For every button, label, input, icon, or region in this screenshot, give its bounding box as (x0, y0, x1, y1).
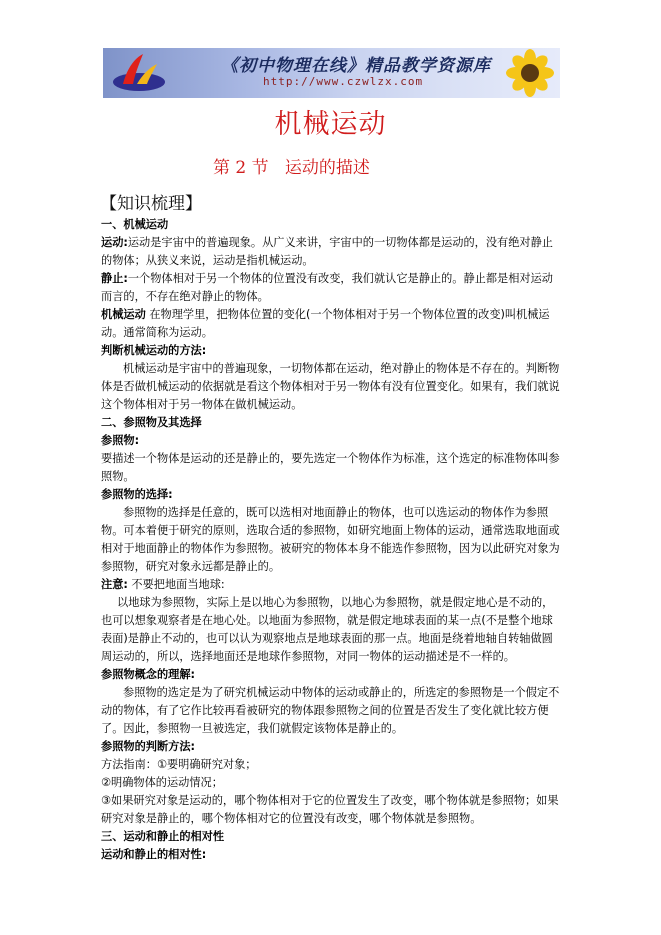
header-banner (103, 48, 560, 98)
paragraph-reference: 要描述一个物体是运动的还是静止的，要先选定一个物体作为标准，这个选定的标准物体叫参照物。 (101, 452, 560, 483)
paragraph-earth: 以地球为参照物，实际上是以地心为参照物，以地心为参照物，就是假定地心是不动的，也可以想象观察者是在地心处。以地面为参照物，就是假定地球表面的某一点(不是整个地球表面)是静止不动的，也可以认为观察地点是地球表面的那一点。地面是绕着地轴自转轴做圆周运动的，所以，选择地面还是地球作参照物，对同一物体的运动描述是不一样的。 (101, 596, 554, 663)
section-title: 第 2 节 运动的描述 (213, 158, 370, 178)
paragraph-method-1: 方法指南：①要明确研究对象； (101, 758, 257, 771)
heading-reference: 二、参照物及其选择 (101, 416, 202, 429)
banner-title: 《初中物理在线》精品教学资源库 (221, 56, 491, 76)
paragraph-concept: 参照物的选定是为了研究机械运动中物体的运动或静止的，所选定的参照物是一个假定不动的物体，有了它作比较再看被研究的物体跟参照物之间的位置是否发生了变化就比较方便了。因此，参照物一旦被选定，我们就假定该物体是静止的。 (101, 686, 560, 735)
text-motion: 运动是宇宙中的普遍现象。从广义来讲，宇宙中的一切物体都是运动的，没有绝对静止的物体；从狭义来说，运动是指机械运动。 (101, 236, 553, 267)
paragraph-choice: 参照物的选择是任意的，既可以选相对地面静止的物体，也可以选运动的物体作为参照物。可本着便于研究的原则，选取合适的参照物，如研究地面上物体的运动，通常选取地面或相对于地面静止的物体作为参照物。被研究的物体本身不能选作参照物，因为以此研究对象为参照物，研究对象永远都是静止的。 (101, 506, 560, 573)
term-static: 静止: (101, 272, 128, 285)
heading-concept: 参照物概念的理解: (101, 668, 195, 681)
paragraph-motion (101, 234, 563, 270)
paragraph-judge: 机械运动是宇宙中的普遍现象，一切物体都在运动，绝对静止的物体是不存在的。判断物体是否做机械运动的依据就是看这个物体相对于另一物体有没有位置变化。如果有，我们就说这个物体相对于另一物体在做机械运动。 (101, 362, 560, 411)
heading-reference-object: 参照物: (101, 434, 140, 447)
heading-method: 参照物的判断方法: (101, 740, 195, 753)
paragraph-note (101, 576, 563, 594)
sunflower-icon (490, 49, 554, 97)
text-note: 不要把地面当地球: (131, 578, 225, 591)
heading-judge-method: 判断机械运动的方法: (101, 344, 207, 357)
paragraph-mechanical (101, 306, 563, 342)
term-note: 注意: (101, 578, 128, 591)
heading-relativity-sub: 运动和静止的相对性: (101, 848, 207, 861)
heading-choice: 参照物的选择: (101, 488, 173, 501)
paragraph-static (101, 270, 563, 306)
logo-icon (109, 50, 167, 96)
heading-relativity: 三、运动和静止的相对性 (101, 830, 225, 843)
text-mechanical: 在物理学里，把物体位置的变化(一个物体相对于另一个物体位置的改变)叫机械运动。通常简称为运动。 (101, 308, 550, 339)
document-body (101, 216, 563, 864)
term-motion: 运动: (101, 236, 128, 249)
knowledge-heading: 【知识梳理】 (100, 194, 202, 214)
paragraph-method-2: ②明确物体的运动情况； (101, 776, 223, 789)
banner-url: http://www.czwlzx.com (263, 75, 424, 88)
text-static: 一个物体相对于另一个物体的位置没有改变，我们就认它是静止的。静止都是相对运动而言的，不存在绝对静止的物体。 (101, 272, 553, 303)
document-title: 机械运动 (274, 109, 387, 140)
term-mechanical: 机械运动 (101, 308, 146, 321)
heading-mechanical-motion: 一、机械运动 (101, 218, 169, 231)
paragraph-method-3: ③如果研究对象是运动的，哪个物体相对于它的位置发生了改变，哪个物体就是参照物；如果研究对象是静止的，哪个物体相对它的位置没有改变，哪个物体就是参照物。 (101, 794, 559, 825)
